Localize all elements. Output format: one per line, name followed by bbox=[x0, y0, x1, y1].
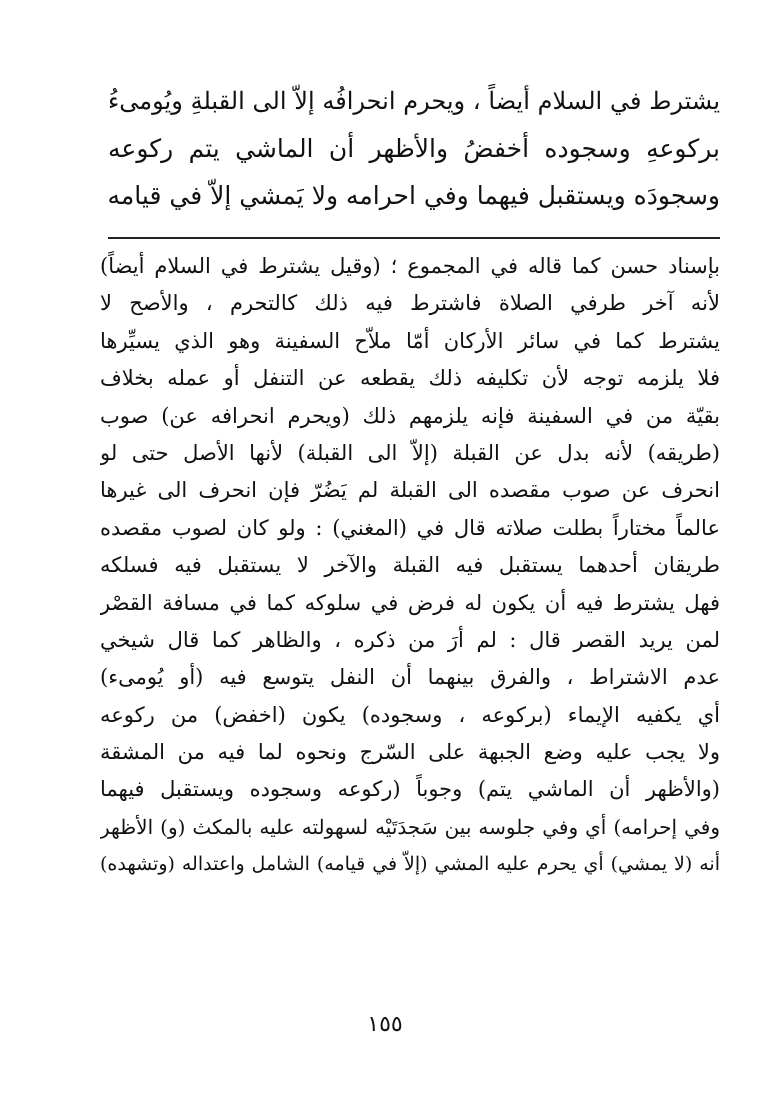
commentary-line: لأنه آخر طرفي الصلاة فاشترط فيه ذلك كالتحرم ، والأصح لا bbox=[100, 291, 720, 316]
main-text-line: بركوعهِ وسجوده أخفضُ والأظهر أن الماشي يتم ركوعه bbox=[108, 134, 720, 163]
main-text-line: وسجودَه ويستقبل فيهما وفي احرامه ولا يَمشي إلاّ في قيامه bbox=[108, 181, 720, 210]
commentary-line: لمن يريد القصر قال : لم أرَ من ذكره ، والظاهر كما قال شيخي bbox=[100, 627, 720, 652]
commentary-line: بإسناد حسن كما قاله في المجموع ؛ (وقيل يشترط في السلام أيضاً) bbox=[100, 254, 720, 278]
commentary-line: أي يكفيه الإيماء (بركوعه ، وسجوده) يكون (اخفض) من ركوعه bbox=[100, 702, 720, 727]
commentary-line: (طريقه) لأنه بدل عن القبلة (إلاّ الى القبلة) لأنها الأصل حتى لو bbox=[100, 440, 720, 465]
commentary-line: طريقان أحدهما يستقبل فيه القبلة والآخر لا يستقبل فيه فسلكه bbox=[100, 553, 720, 578]
main-text-block bbox=[108, 78, 720, 219]
section-divider bbox=[108, 237, 720, 239]
commentary-line: فهل يشترط فيه أن يكون له فرض في سلوكه كما في مسافة القصْر bbox=[100, 590, 720, 615]
commentary-line: ولا يجب عليه وضع الجبهة على السّرج ونحوه لما فيه من المشقة bbox=[100, 740, 720, 765]
commentary-line: بقيّة من في السفينة فإنه يلزمهم ذلك (ويحرم انحرافه عن) صوب bbox=[100, 403, 720, 428]
page-number: ١٥٥ bbox=[367, 1012, 403, 1037]
commentary-line: (والأظهر أن الماشي يتم) وجوباً (ركوعه وسجوده ويستقبل فيهما bbox=[100, 777, 720, 802]
commentary-line: انحرف عن صوب مقصده الى القبلة لم يَضُرّ فإن انحرف الى غيرها bbox=[100, 478, 720, 503]
commentary-line: وفي إحرامه) أي وفي جلوسه بين سَجدَتَيْه لسهولته عليه بالمكث (و) الأظهر bbox=[100, 814, 720, 839]
commentary-line: أنه (لا يمشي) أي يحرم عليه المشي (إلاّ في قيامه) الشامل واعتداله (وتشهده) bbox=[100, 853, 720, 876]
commentary-block bbox=[100, 248, 720, 884]
main-text-line: يشترط في السلام أيضاً ، ويحرم انحرافُه إلاّ الى القبلةِ ويُومىءُ bbox=[108, 87, 720, 115]
commentary-line: يشترط كما في سائر الأركان أمّا ملاّح السفينة وهو الذي يسيِّرها bbox=[100, 328, 720, 353]
commentary-line: عالماً مختاراً بطلت صلاته قال في (المغني) : ولو كان لصوب مقصده bbox=[100, 515, 720, 540]
commentary-line: فلا يلزمه توجه لأن تكليفه ذلك يقطعه عن التنفل أو عمله بخلاف bbox=[100, 366, 720, 391]
commentary-line: عدم الاشتراط ، والفرق بينهما أن النفل يتوسع فيه (أو يُومىء) bbox=[100, 665, 720, 690]
